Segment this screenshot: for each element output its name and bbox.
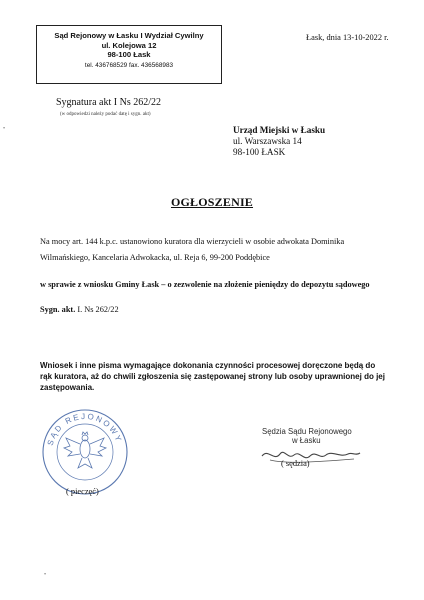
eagle-emblem-icon [64,432,106,468]
judge-handwritten-signature [256,440,366,470]
seal-inner-ring [57,424,113,480]
scan-margin-mark: • [44,572,47,578]
judge-stamp-title: Sędzia Sądu Rejonowego [262,427,352,436]
document-date: Łask, dnia 13-10-2022 r. [306,33,389,42]
addressee-name: Urząd Miejski w Łasku [233,125,326,135]
addressee-city: 98-100 ŁASK [233,147,286,157]
seal-ring-text: SĄD REJONOWY [45,411,124,447]
court-header-box [36,25,222,84]
court-phone: tel. 436768529 fax. 436568983 [84,61,174,69]
case-reference-label: Sygn. akt. [40,305,76,314]
addressee-street: ul. Warszawska 14 [233,136,302,146]
judge-stamp-court: w Łasku [292,436,321,445]
case-signature: Sygnatura akt I Ns 262/22 [56,97,161,108]
judge-caption: ( sędzia) [281,459,310,468]
court-street: ul. Kolejowa 12 [101,40,157,50]
notice-paragraph: Wniosek i inne pisma wymagające dokonania czynności procesowej doręczone będą do rąk kuratora, aż do chwili zgłoszenia się zastępowanej strony lub osoby uprawnionej do jej zastępowania. [40,361,385,393]
body-paragraph: Na mocy art. 144 k.p.c. ustanowiono kuratora dla wierzycieli w osobie adwokata Dominika Wilmańskiego, Kancelaria Adwokacka, ul. Reja 6, 99-200 Poddębice [40,237,345,262]
court-seal-stamp [30,400,140,500]
case-reference-value: I. Ns 262/22 [75,305,119,314]
court-city: 98-100 Łask [107,50,151,59]
scan-margin-mark: • [3,126,6,132]
case-reference [40,305,119,314]
case-subject: w sprawie z wniosku Gminy Łask – o zezwolenie na złożenie pieniędzy do depozytu sądowego [40,280,370,289]
court-name: Sąd Rejonowy w Łasku I Wydział Cywilny [54,31,204,40]
seal-outer-ring [43,410,127,494]
seal-caption: ( pieczęć) [66,487,99,496]
case-signature-note: (w odpowiedzi należy podać datę i sygn. akt) [60,112,151,117]
document-title: OGŁOSZENIE [170,195,254,209]
